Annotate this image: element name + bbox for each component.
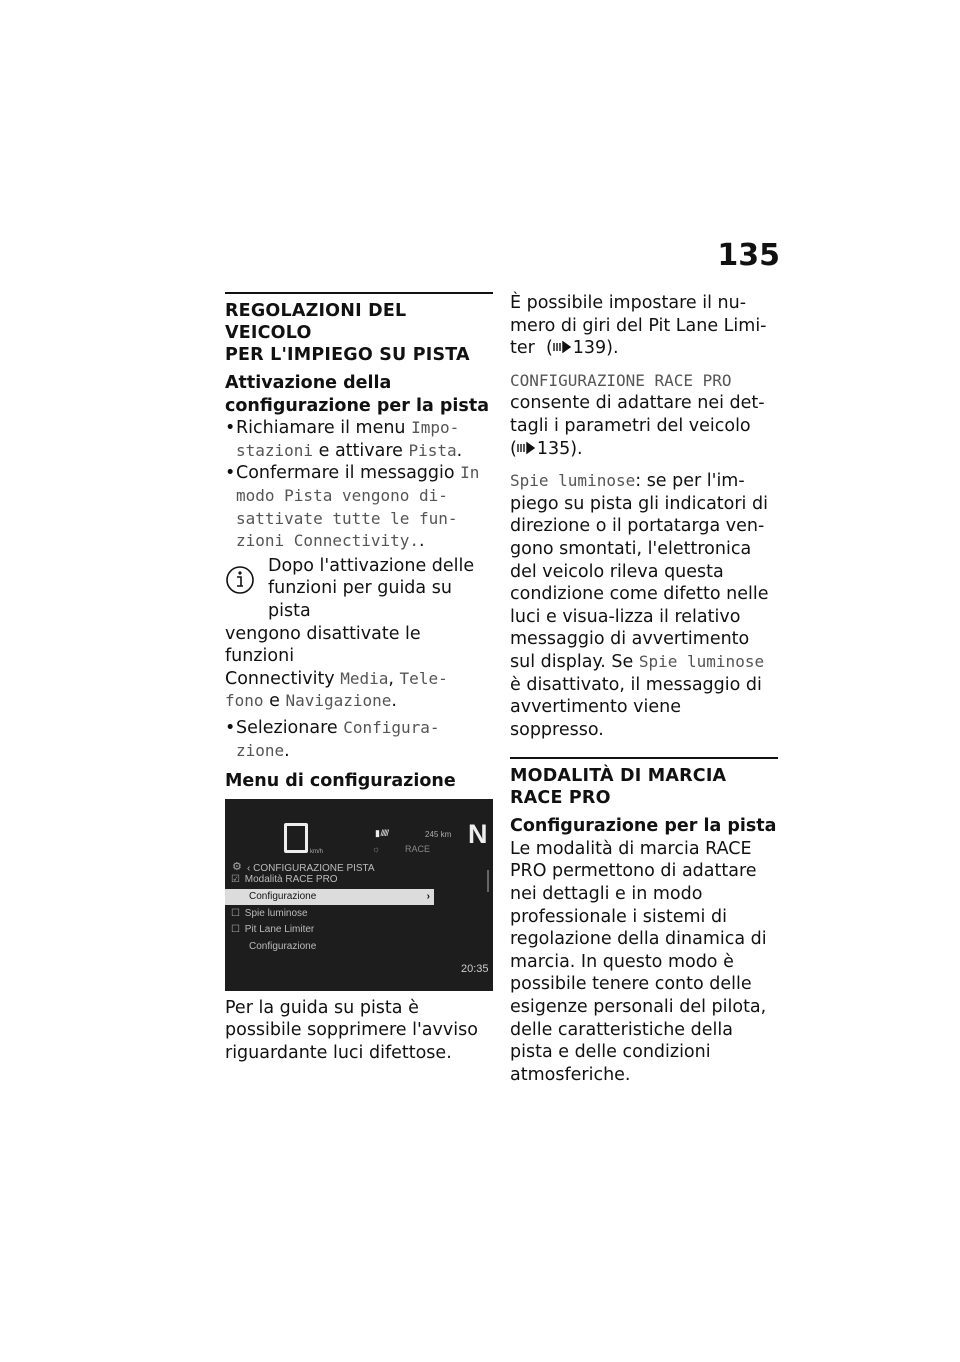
page-reference: 139). xyxy=(572,338,619,359)
paragraph-text: mero di giri del Pit Lane Limi- xyxy=(510,315,767,336)
spie-paragraph xyxy=(510,470,778,741)
step-item xyxy=(225,717,493,762)
section-heading-line: MODALITÀ DI MARCIA xyxy=(510,766,727,787)
step-text: e attivare xyxy=(313,440,409,461)
lamp-icon: ☼ xyxy=(372,843,381,854)
chevron-right-icon: › xyxy=(426,890,430,902)
checkbox-icon: ☐ xyxy=(231,907,240,919)
config-paragraph: CONFIGURAZIONE RACE PRO consente di adattare nei det- tagli i parametri del veicolo ( 135). xyxy=(510,370,765,459)
section-heading xyxy=(225,300,493,366)
note-text: . xyxy=(391,691,397,712)
step-list xyxy=(225,417,493,553)
right-column xyxy=(510,292,778,1086)
fuel-gauge: ▮ ///// xyxy=(375,827,388,838)
section-heading-line: REGOLAZIONI DEL VEICOLO xyxy=(225,301,407,343)
message-text: modo Pista vengono di- xyxy=(236,485,448,505)
paragraph-text: consente di adattare nei det- xyxy=(510,393,765,414)
menu-title: ‹ CONFIGURAZIONE PISTA xyxy=(247,862,375,874)
function-name: Navigazione xyxy=(285,691,392,711)
subheading: Configurazione per la pista xyxy=(510,816,777,837)
section-heading xyxy=(510,765,778,809)
page-reference-arrow-icon xyxy=(553,341,571,353)
paragraph-text: tagli i parametri del veicolo xyxy=(510,415,751,436)
section-rule xyxy=(225,292,493,294)
function-name: Media xyxy=(340,668,389,688)
menu-row[interactable] xyxy=(231,906,434,922)
page-reference-arrow-icon xyxy=(517,442,535,454)
caption: Per la guida su pista è possibile sopprimere l'avviso riguardante luci difettose. xyxy=(225,997,478,1063)
pit-lane-paragraph: È possibile impostare il nu- mero di giri del Pit Lane Limi- ter ( 139). xyxy=(510,293,767,359)
left-column xyxy=(225,292,493,1064)
step-text: . xyxy=(284,740,290,761)
info-icon xyxy=(225,563,255,595)
message-text: In xyxy=(460,463,480,483)
step-text: Selezionare xyxy=(236,717,344,738)
subheading xyxy=(225,372,493,417)
menu-name: Spie luminose xyxy=(510,471,636,491)
note-text: Dopo l'attivazione delle xyxy=(268,555,475,576)
menu-name: Impo- xyxy=(411,418,460,438)
function-name: Tele- xyxy=(399,668,448,688)
body-paragraph: Le modalità di marcia RACE PRO permettono di adattare nei dettagli e in modo professionale i sistemi di regolazione della dinamica di marcia. In questo modo è possibile tenere conto delle esigenze personali del pilota, delle caratteristiche della pista e delle condizioni atmosferiche. xyxy=(510,838,767,1085)
step-text: Richiamare il menu xyxy=(236,418,412,439)
note-text: , xyxy=(388,668,400,689)
section-heading-line: PER L'IMPIEGO SU PISTA xyxy=(225,345,470,365)
clock: 20:35 xyxy=(461,962,489,975)
menu-row-label: Configurazione xyxy=(249,890,317,902)
message-text: sattivate tutte le fun- xyxy=(236,508,458,528)
menu-name: stazioni xyxy=(236,440,314,460)
step-text: Confermare il messaggio xyxy=(236,463,461,484)
paragraph-text: È possibile impostare il nu- xyxy=(510,293,747,313)
menu-name: Spie luminose xyxy=(638,651,765,671)
menu-row[interactable] xyxy=(231,939,452,955)
page-reference: 135). xyxy=(536,438,583,459)
speed-unit: km/h xyxy=(310,848,324,855)
menu-row-label: Configurazione xyxy=(249,940,317,952)
menu-row[interactable] xyxy=(231,922,434,938)
menu-row-label: Spie luminose xyxy=(244,907,308,919)
step-text: . xyxy=(419,531,425,552)
note-text: funzioni per guida su pista xyxy=(268,578,452,621)
note-text: vengono disattivate le funzioni xyxy=(225,623,421,667)
paragraph-text: ter xyxy=(510,338,535,359)
step-text: . xyxy=(456,440,463,461)
subheading-line: configurazione per la pista xyxy=(225,395,490,416)
menu-name: CONFIGURAZIONE RACE PRO xyxy=(510,370,732,390)
menu-row-selected[interactable] xyxy=(225,889,434,905)
step-item xyxy=(225,462,493,552)
paragraph-text: : se per l'im-piego su pista gli indicatori di direzione o il portatarga ven-gono smontati, l'elettronica del veicolo rileva questa condizione come difetto nelle luci e visua-lizza il relativo messaggio di avvertimento sul display. Se xyxy=(510,471,769,672)
section-rule xyxy=(510,757,778,759)
note-text: Connectivity xyxy=(225,668,341,689)
speed-digit xyxy=(284,823,308,853)
step-list xyxy=(225,717,493,762)
subheading-line: Attivazione della xyxy=(225,373,392,393)
display-screenshot xyxy=(225,799,493,991)
info-note xyxy=(225,555,493,713)
menu-name: zione xyxy=(236,740,285,760)
checkbox-checked-icon: ☑ xyxy=(231,873,240,885)
checkbox-icon: ☐ xyxy=(231,923,240,935)
menu-row-label: Modalità RACE PRO xyxy=(244,873,338,885)
scrollbar xyxy=(487,870,489,892)
note-text: e xyxy=(263,691,286,712)
range-readout: 245 km xyxy=(425,829,452,839)
paragraph-text: è disattivato, il messaggio di avvertimento viene soppresso. xyxy=(510,674,762,740)
section-heading-line: RACE PRO xyxy=(510,788,611,809)
gear-icon: ⚙ xyxy=(232,860,242,873)
menu-heading: Menu di configurazione xyxy=(225,771,456,792)
menu-row[interactable] xyxy=(231,872,434,888)
gear-indicator: N xyxy=(468,818,488,849)
menu-row-label: Pit Lane Limiter xyxy=(244,923,315,935)
riding-mode: RACE xyxy=(405,843,431,854)
message-text: zioni Connectivity. xyxy=(236,531,420,551)
function-name: fono xyxy=(225,691,264,711)
menu-name: Configura- xyxy=(343,717,440,737)
menu-name: Pista xyxy=(408,440,457,460)
page-number: 135 xyxy=(717,238,780,273)
step-item xyxy=(225,417,493,462)
